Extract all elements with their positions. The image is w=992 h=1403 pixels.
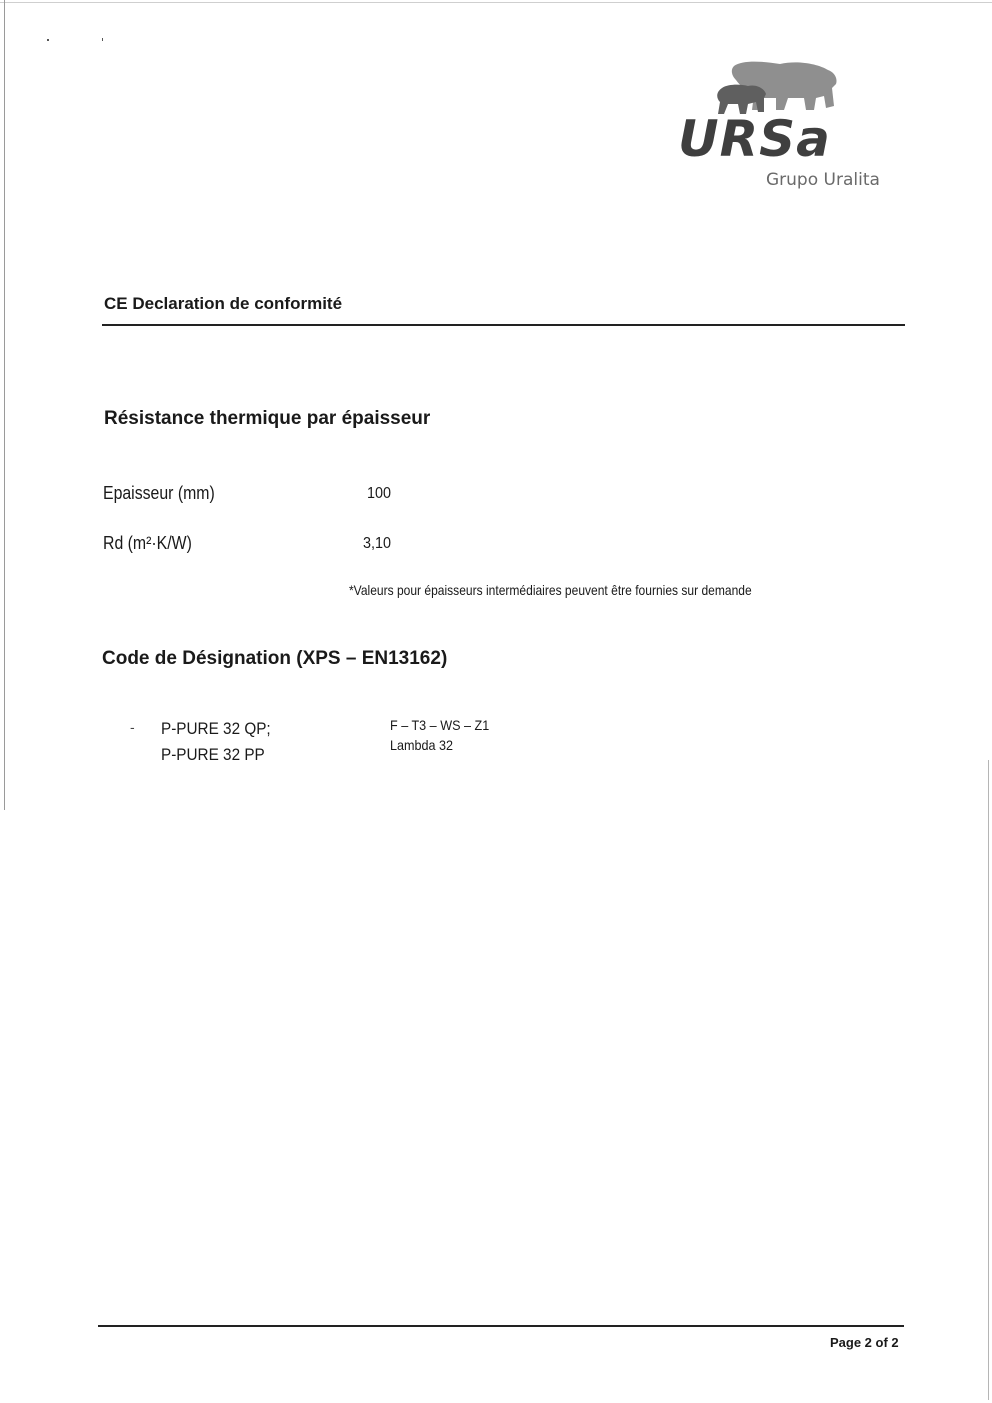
scan-edge (0, 2, 992, 3)
lambda-value: Lambda 32 (390, 737, 454, 753)
footnote: *Valeurs pour épaisseurs intermédiaires peuvent être fournies sur demande (349, 582, 752, 598)
polar-bears-icon (676, 58, 898, 118)
footer-divider (98, 1325, 904, 1327)
page-number: Page 2 of 2 (830, 1335, 899, 1350)
scan-edge (4, 0, 5, 810)
list-bullet: - (130, 719, 135, 735)
scan-speck (102, 38, 103, 41)
thickness-label: Epaisseur (mm) (103, 483, 215, 503)
thermal-section-title: Résistance thermique par épaisseur (104, 408, 431, 429)
rd-label: Rd (m²·K/W) (103, 533, 192, 553)
product-name: P-PURE 32 QP; (161, 719, 271, 738)
product-name: P-PURE 32 PP (161, 745, 265, 764)
document-title: CE Declaration de conformité (104, 294, 343, 313)
rd-value: 3,10 (363, 535, 392, 552)
ursa-logo (676, 58, 898, 198)
scan-speck (47, 39, 49, 41)
header-divider (102, 324, 905, 326)
designation-code: F – T3 – WS – Z1 (390, 717, 490, 733)
logo-subtitle: Grupo Uralita (766, 170, 880, 190)
logo-wordmark: URSa (678, 110, 831, 168)
designation-section-title: Code de Désignation (XPS – EN13162) (102, 648, 448, 669)
scan-edge (988, 760, 989, 1400)
thickness-value: 100 (367, 485, 392, 502)
